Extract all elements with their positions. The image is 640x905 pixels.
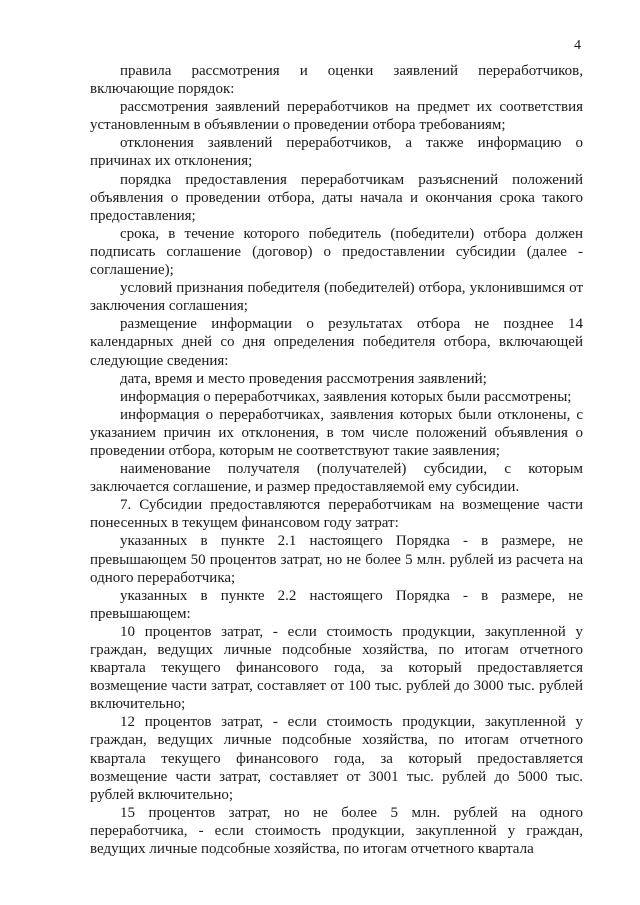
paragraph: дата, время и место проведения рассмотрения заявлений; (120, 370, 487, 387)
paragraph: размещение информации о результатах отбора не позднее 14 календарных дней со дня определения победителя отбора, включающей следующие сведения: (90, 316, 583, 369)
page-number: 4 (574, 38, 581, 53)
paragraph: срока, в течение которого победитель (победители) отбора должен подписать соглашение (договор) о предоставлении субсидии (далее - соглашение); (90, 225, 583, 279)
paragraph: 12 процентов затрат, - если стоимость продукции, закупленной у граждан, ведущих личные подсобные хозяйства, по итогам отчетного квартала текущего финансового года, за который предоставляется возмещение части затрат, составляет от 3001 тыс. рублей до 5000 тыс. рублей включительно; (90, 714, 583, 803)
paragraph: 10 процентов затрат, - если стоимость продукции, закупленной у граждан, ведущих личные подсобные хозяйства, по итогам отчетного квартала текущего финансового года, за который предоставляется возмещение части затрат, составляет от 100 тыс. рублей до 3000 тыс. рублей включительно; (90, 623, 583, 713)
paragraph: указанных в пункте 2.2 настоящего Порядка - в размере, не превышающем: (90, 587, 583, 622)
paragraph: порядка предоставления переработчикам разъяснений положений объявления о проведении отбора, даты начала и окончания срока такого предоставления; (90, 171, 583, 224)
paragraph: указанных в пункте 2.1 настоящего Порядка - в размере, не превышающем 50 процентов затрат, но не более 5 млн. рублей из расчета на одного переработчика; (90, 533, 583, 586)
paragraph: условий признания победителя (победителей) отбора, уклонившимся от заключения соглашения; (90, 280, 583, 315)
document-body (90, 62, 583, 858)
paragraph: информация о переработчиках, заявления которых были отклонены, с указанием причин их отклонения, в том числе положений объявления о проведении отбора, которым не соответствуют такие заявления; (90, 406, 583, 459)
paragraph: правила рассмотрения и оценки заявлений переработчиков, включающие порядок: (90, 63, 583, 98)
paragraph: 15 процентов затрат, но не более 5 млн. рублей на одного переработчика, - если стоимость продукции, закупленной у граждан, ведущих личные подсобные хозяйства, по итогам отчетного квартала (90, 804, 583, 858)
paragraph: 7. Субсидии предоставляются переработчикам на возмещение части понесенных в текущем финансовом году затрат: (90, 497, 583, 532)
paragraph: отклонения заявлений переработчиков, а также информацию о причинах их отклонения; (90, 135, 583, 170)
paragraph: информация о переработчиках, заявления которых были рассмотрены; (120, 388, 572, 405)
paragraph: рассмотрения заявлений переработчиков на предмет их соответствия установленным в объявлении о проведении отбора требованиям; (90, 99, 583, 134)
paragraph: наименование получателя (получателей) субсидии, с которым заключается соглашение, и размер предоставляемой ему субсидии. (90, 461, 583, 496)
